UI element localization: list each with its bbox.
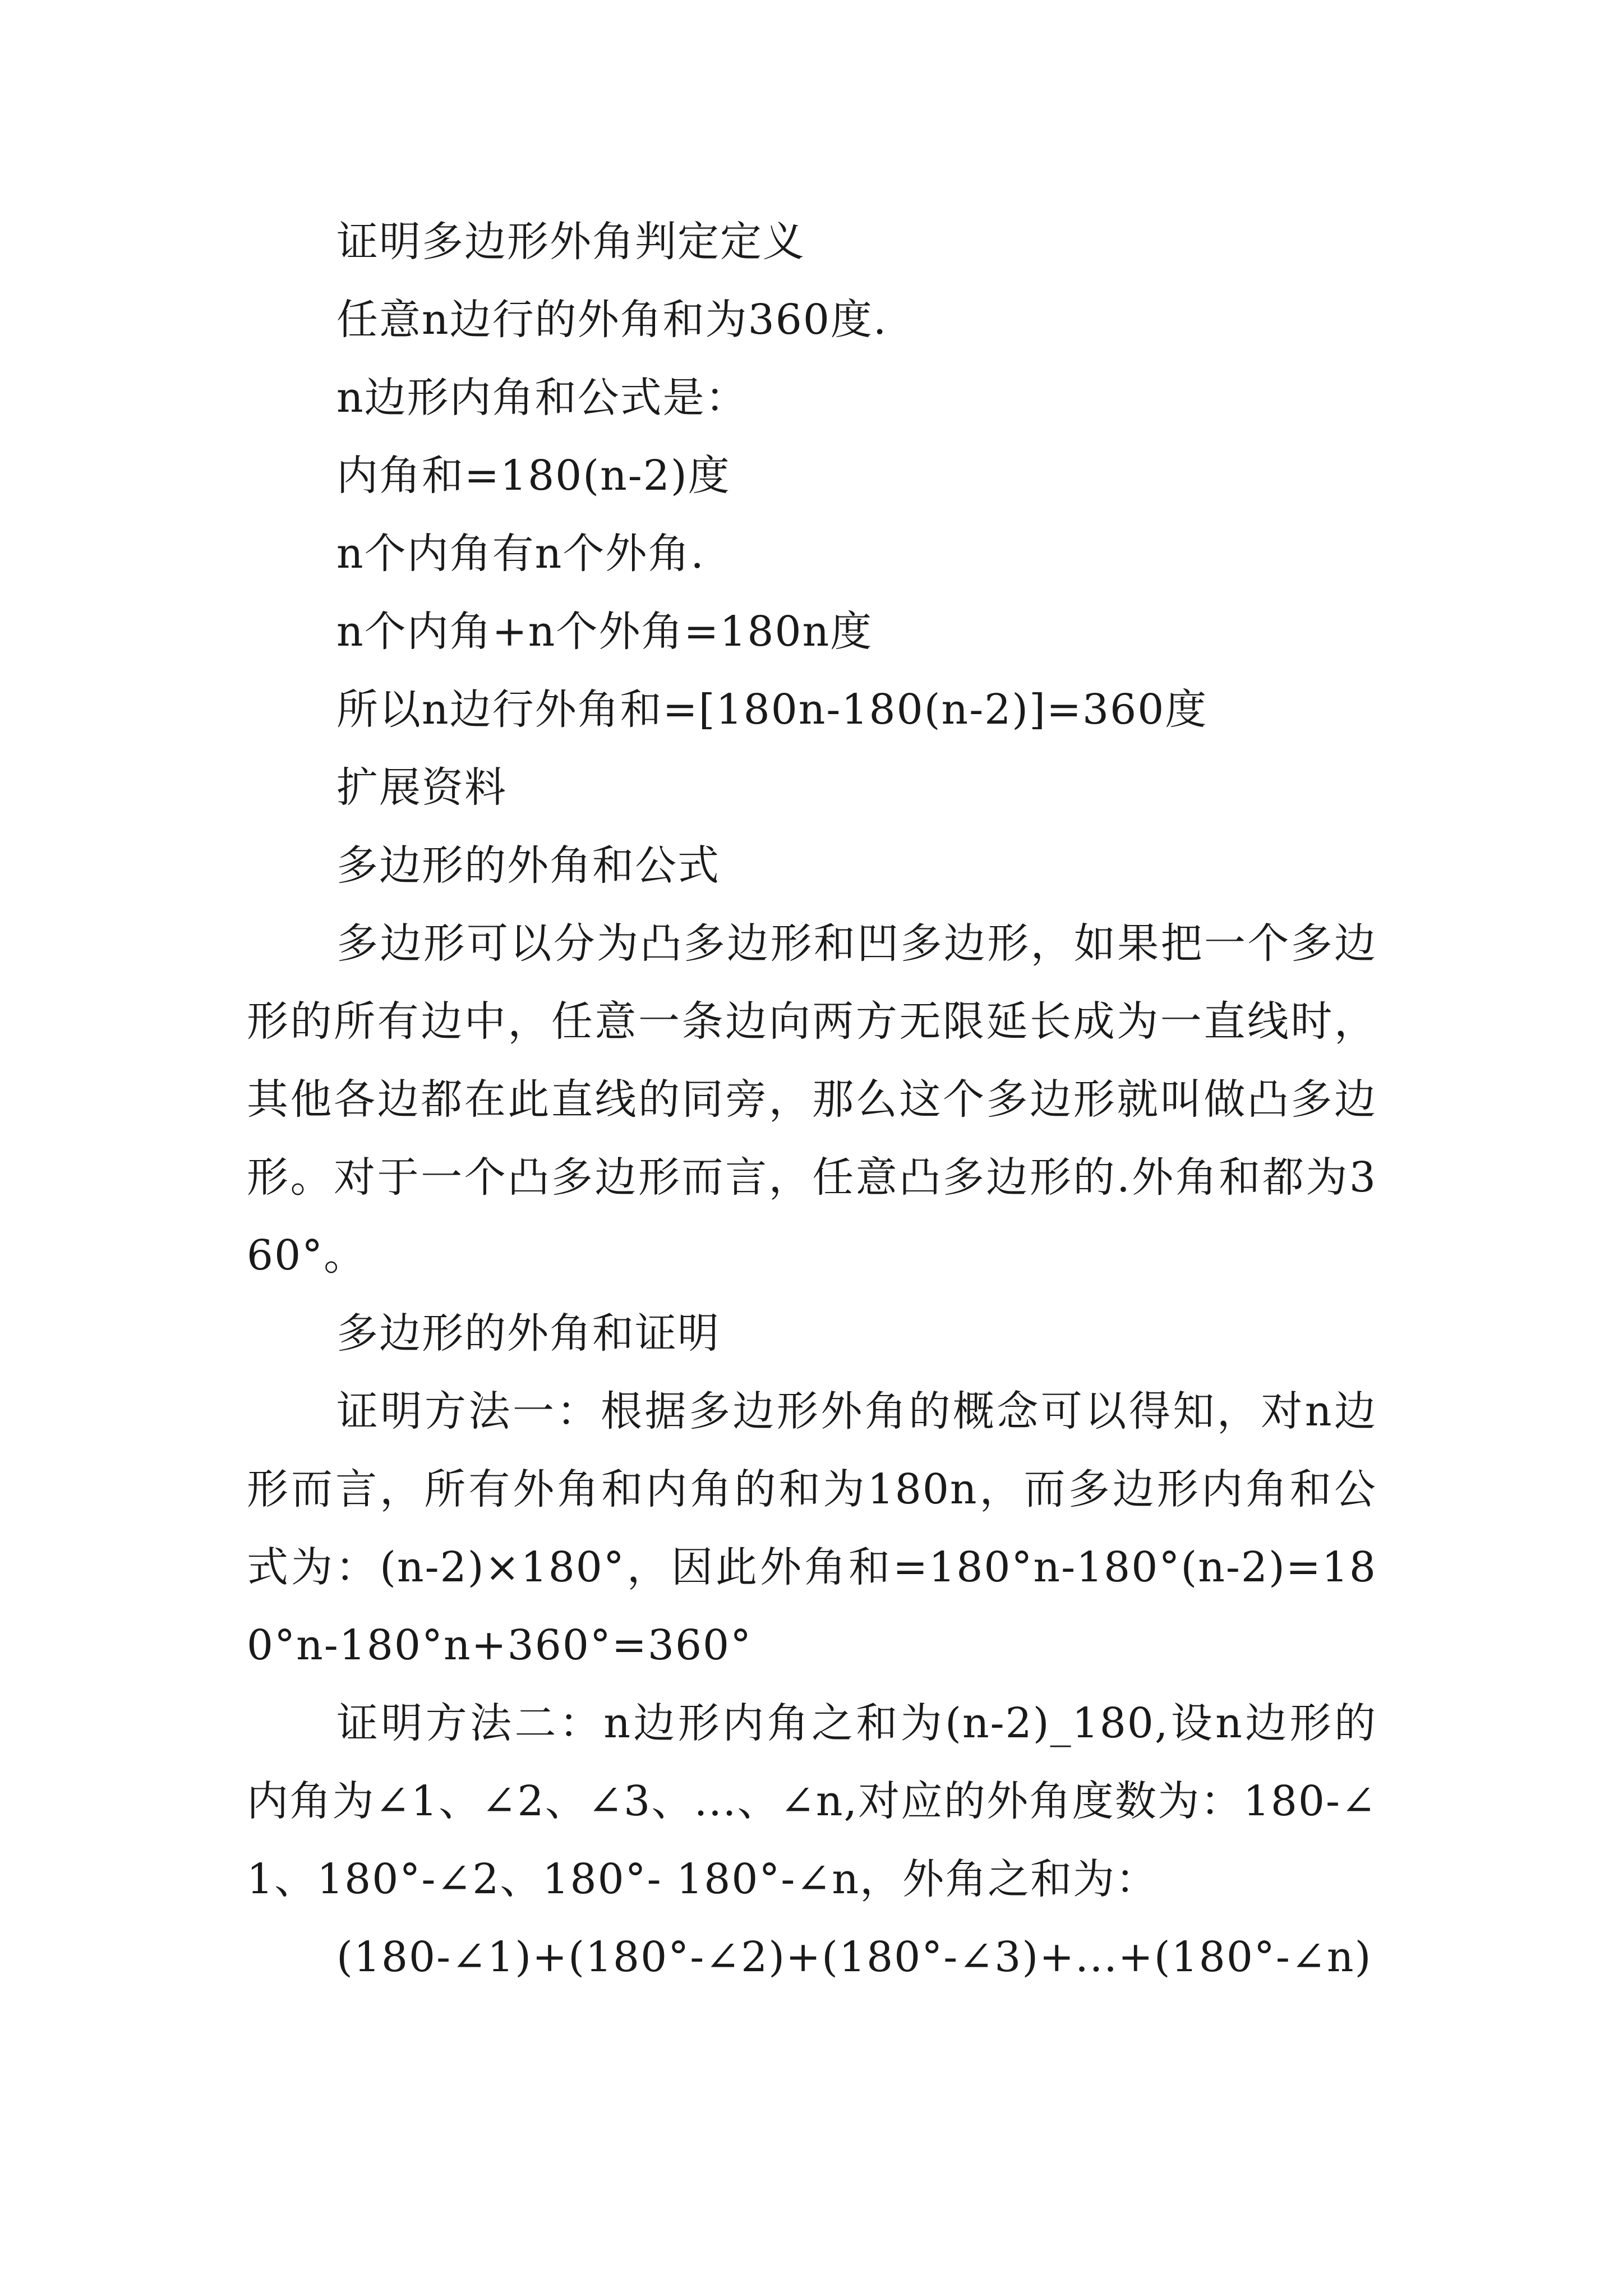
interior-sum-formula-line: 内角和=180(n-2)度 (336, 452, 731, 500)
extended-material-heading: 扩展资料 (336, 763, 507, 812)
proof-method-one-paragraph: 证明方法一：根据多边形外角的概念可以得知，对n边形而言，所有外角和内角的和为180n，而多边形内角和公式为：(n-2)×180°，因此外角和=180°n-180°(n-2)=180°n-180°n+360°=360° (247, 1387, 1377, 1669)
convex-polygon-paragraph: 多边形可以分为凸多边形和凹多边形，如果把一个多边形的所有边中，任意一条边向两方无限延长成为一直线时，其他各边都在此直线的同旁，那么这个多边形就叫做凸多边形。对于一个凸多边形而言，任意凸多边形的.外角和都为360°。 (247, 919, 1377, 1280)
conclusion-line: 所以n边行外角和=[180n-180(n-2)]=360度 (336, 685, 1208, 734)
angle-count-line: n个内角有n个外角. (336, 530, 705, 578)
proof-heading: 多边形的外角和证明 (336, 1309, 720, 1358)
exterior-sum-expression: (180-∠1)+(180°-∠2)+(180°-∠3)+...+(180°-∠n) (336, 1933, 1372, 1981)
angle-total-line: n个内角+n个外角=180n度 (336, 608, 873, 656)
title-line: 证明多边形外角判定定义 (336, 218, 805, 266)
formula-intro-line: n边形内角和公式是： (336, 374, 748, 422)
statement-line: 任意n边行的外角和为360度. (336, 296, 888, 344)
exterior-formula-heading: 多边形的外角和公式 (336, 841, 720, 890)
proof-method-two-paragraph: 证明方法二：n边形内角之和为(n-2)_180,设n边形的内角为∠1、∠2、∠3、...、∠n,对应的外角度数为：180-∠1、180°-∠2、180°- 180°-∠n，外角之和为： (247, 1699, 1377, 1903)
document-body (247, 203, 1377, 1996)
